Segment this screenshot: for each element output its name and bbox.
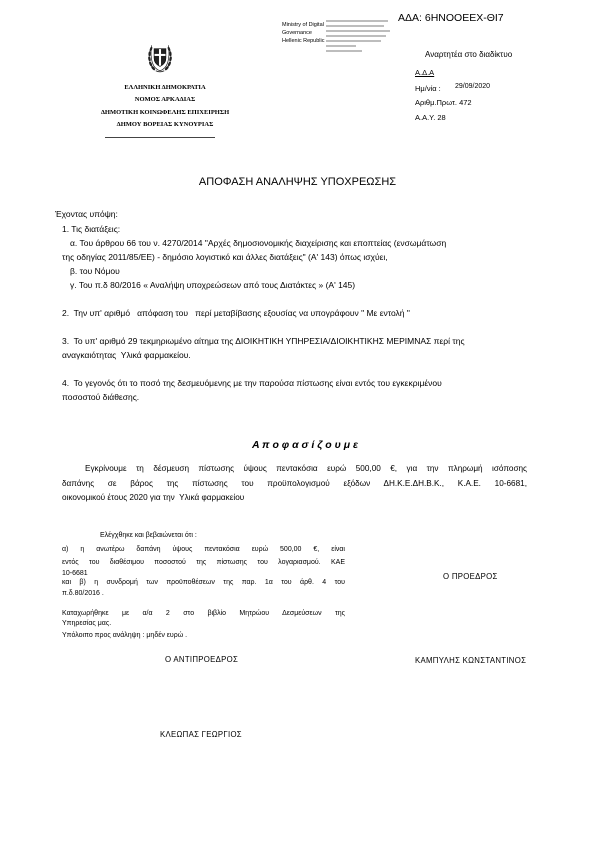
posting-note: Αναρτητέα στο διαδίκτυο bbox=[425, 50, 513, 59]
verification-line: π.δ.80/2016 . bbox=[62, 590, 104, 597]
shield-cross-vertical bbox=[159, 49, 161, 66]
laurel-leaf bbox=[167, 46, 171, 51]
consideration-line: της οδηγίας 2011/85/ΕΕ) - δημόσιο λογιστικό και άλλες διατάξεις" (Α' 143) όπως ισχύει, bbox=[62, 252, 388, 262]
aay-number: Α.Α.Υ. 28 bbox=[415, 113, 446, 122]
laurel-leaf bbox=[169, 56, 172, 61]
consideration-line: 4. Το γεγονός ότι το ποσό της δεσμευόμενης με την παρούσα πίστωσης είναι εντός του εγκεκριμένου bbox=[62, 378, 442, 388]
verification-line: 10-6681 bbox=[62, 570, 88, 577]
consideration-line: αναγκαιότητας Υλικά φαρμακείου. bbox=[62, 350, 191, 360]
vice-president-role: Ο ΑΝΤΙΠΡΟΕΔΡΟΣ bbox=[165, 655, 239, 664]
consideration-line: β. του Νόμου bbox=[70, 266, 120, 276]
issuer-line: ΔΗΜΟΤΙΚΗ ΚΟΙΝΩΦΕΛΗΣ ΕΠΙΧΕΙΡΗΣΗ bbox=[100, 109, 230, 116]
president-name: ΚΑΜΠΥΛΗΣ ΚΩΝΣΤΑΝΤΙΝΟΣ bbox=[415, 656, 527, 665]
verification-line: και β) η συνδρομή των προϋποθέσεων της παρ. 1α του άρθ. 4 του bbox=[62, 579, 345, 586]
issuer-line: ΕΛΛΗΝΙΚΗ ΔΗΜΟΚΡΑΤΙΑ bbox=[124, 84, 206, 91]
verification-line: Υπηρεσίας μας. bbox=[62, 620, 112, 627]
fine-print-line bbox=[326, 20, 388, 22]
digital-signature-org-line: Ministry of Digital bbox=[282, 22, 324, 28]
verification-line: εντός του διαθέσιμου ποσοστού της πίστωσης του λογαριασμού. ΚΑΕ bbox=[62, 559, 345, 566]
fine-print-line bbox=[326, 45, 356, 47]
consideration-line: 3. Το υπ' αριθμό 29 τεκμηριωμένο αίτημα της ΔΙΟΙΚΗΤΙΚΗ ΥΠΗΡΕΣΙΑ/ΔΙΟΙΚΗΤΙΚΗΣ ΜΕΡΙΜΝΑΣ περί της bbox=[62, 336, 465, 346]
shield-cross-horizontal bbox=[154, 54, 165, 56]
consideration-line: 1. Τις διατάξεις: bbox=[62, 224, 121, 234]
vice-president-name: ΚΛΕΩΠΑΣ ΓΕΩΡΓΙΟΣ bbox=[160, 730, 242, 739]
laurel-leaf bbox=[148, 51, 151, 56]
decision-line: οικονομικού έτους 2020 για την Υλικά φαρμακείου bbox=[62, 493, 245, 502]
considerations-heading: Έχοντας υπόψη: bbox=[55, 209, 118, 219]
consideration-line: 2. Την υπ' αριθμό απόφαση του περί μεταβίβασης εξουσίας να υπογράφουν " Με εντολή " bbox=[62, 308, 410, 318]
issuer-line: ΝΟΜΟΣ ΑΡΚΑΔΙΑΣ bbox=[134, 96, 196, 103]
verification-line: Καταχωρήθηκε με α/α 2 στο βιβλίο Μητρώου Δεσμεύσεων της bbox=[62, 610, 345, 617]
consideration-line: ποσοστού διάθεσης. bbox=[62, 392, 140, 402]
fine-print-line bbox=[326, 50, 362, 52]
decision-line: δαπάνης σε βάρος της πίστωσης του προϋπολογισμού εξόδων ΔΗ.Κ.Ε.ΔΗ.Β.Κ., Κ.Α.Ε. 10-6681, bbox=[62, 479, 527, 488]
greek-coat-of-arms-icon bbox=[143, 41, 177, 75]
ada-code: ΑΔΑ: 6ΗΝΟΟΕΕΧ-ΘΙ7 bbox=[398, 12, 504, 24]
date-value: 29/09/2020 bbox=[455, 83, 491, 90]
digital-signature-org-line: Hellenic Republic bbox=[282, 38, 325, 44]
laurel-leaf bbox=[169, 51, 172, 56]
protocol-number: Αριθμ.Πρωτ. 472 bbox=[415, 98, 472, 107]
decision-line: Εγκρίνουμε τη δέσμευση πίστωσης ύψους πεντακόσια ευρώ 500,00 €, για την πληρωμή ισόποσης bbox=[85, 464, 527, 473]
laurel-ribbon bbox=[156, 71, 165, 72]
date-label: Ημ/νία : bbox=[415, 84, 441, 93]
verification-heading: Ελέγχθηκε και βεβαιώνεται ότι : bbox=[100, 532, 197, 539]
document-title: ΑΠΟΦΑΣΗ ΑΝΑΛΗΨΗΣ ΥΠΟΧΡΕΩΣΗΣ bbox=[198, 176, 397, 188]
verification-line: α) η ανωτέρω δαπάνη ύψους πεντακόσια ευρώ 500,00 €, είναι bbox=[62, 546, 345, 553]
consideration-line: γ. Του π.δ 80/2016 « Αναλήψη υποχρεώσεων από τους Διατάκτες » (Α' 145) bbox=[70, 280, 356, 290]
president-role: Ο ΠΡΟΕΔΡΟΣ bbox=[443, 572, 498, 581]
fine-print-line bbox=[326, 35, 386, 37]
issuer-divider bbox=[105, 137, 215, 138]
fine-print-line bbox=[326, 40, 381, 42]
laurel-leaf bbox=[148, 56, 151, 61]
ada-label: Α.Δ.Α bbox=[415, 68, 435, 77]
decision-heading: Α π ο φ α σ ί ζ ο υ μ ε bbox=[251, 439, 359, 451]
fine-print-line bbox=[326, 30, 390, 32]
laurel-leaf bbox=[149, 46, 153, 51]
verification-line: Υπόλοιπο προς ανάληψη : μηδέν ευρώ . bbox=[62, 632, 188, 639]
fine-print-line bbox=[326, 25, 384, 27]
consideration-line: α. Του άρθρου 66 του ν. 4270/2014 "Αρχές δημοσιονομικής διαχείρισης και εποπτείας (ενσωμάτωση bbox=[70, 238, 447, 248]
issuer-line: ΔΗΜΟΥ ΒΟΡΕΙΑΣ ΚΥΝΟΥΡΙΑΣ bbox=[116, 121, 214, 128]
digital-signature-org-line: Governance bbox=[282, 30, 312, 36]
